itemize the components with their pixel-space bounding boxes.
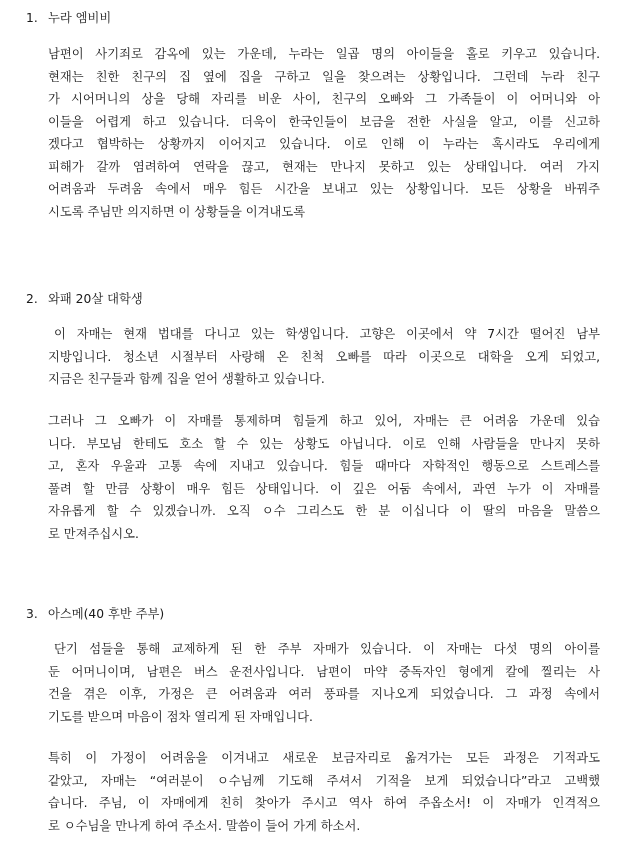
section-2-heading — [26, 290, 143, 308]
paragraph-line: 현재는 친한 친구의 집 옆에 집을 구하고 일을 찾으려는 상황입니다. 그런데 누라 친구 — [48, 69, 600, 84]
section-2-paragraph-1 — [48, 323, 600, 391]
paragraph-line: 기도를 받으며 마음이 점차 열리게 된 자매입니다. — [48, 709, 313, 724]
paragraph-line: 고, 혼자 우울과 고통 속에 지내고 있습니다. 힘들 때마다 자학적인 행동으로 스트레스를 — [48, 459, 600, 473]
paragraph-line: 어려움과 두려움 속에서 매우 힘든 시간을 보내고 있는 상황입니다. 모든 상황을 바꿔주 — [48, 182, 600, 196]
section-1-heading — [26, 9, 111, 27]
section-3-heading — [26, 605, 164, 623]
paragraph-line: 단기 섬들을 통해 교제하게 된 한 주부 자매가 있습니다. 이 자매는 다섯 명의 아이를 — [54, 642, 600, 656]
paragraph-line: 피해가 갈까 염려하여 연락을 끊고, 현재는 만나지 못하고 있는 상태입니다. 여러 가지 — [48, 159, 600, 174]
paragraph-line: 겠다고 협박하는 상황까지 이어지고 있습니다. 이로 인해 이 누라는 혹시라도 우리에게 — [48, 137, 600, 151]
paragraph-line: 로 만져주십시오. — [48, 526, 139, 541]
paragraph-line: 지금은 친구들과 함께 집을 얻어 생활하고 있습니다. — [48, 372, 325, 386]
paragraph-line: 습니다. 주님, 이 자매에게 친히 찾아가 주시고 역사 하여 주옵소서! 이 자매가 인격적으 — [48, 796, 600, 810]
section-number: 1. — [26, 11, 38, 25]
section-title: 아스메(40 후반 주부) — [48, 607, 165, 621]
paragraph-line: 특히 이 가정이 어려움을 이겨내고 새로운 보금자리로 옮겨가는 모든 과정은 기적과도 — [48, 751, 600, 765]
section-title: 누라 엠비비 — [48, 11, 112, 25]
section-3-paragraph-1 — [48, 638, 600, 728]
section-number: 2. — [26, 292, 38, 306]
paragraph-line: 같았고, 자매는 “여러분이 ㅇ수님께 기도해 주셔서 기적을 보게 되었습니다”라고 고백했 — [48, 773, 600, 788]
paragraph-line: 남편이 사기죄로 감옥에 있는 가운데, 누라는 일곱 명의 아이들을 홀로 키우고 있습니다. — [48, 47, 600, 61]
paragraph-line: 가 시어머니의 상을 당해 자리를 비운 사이, 친구의 오빠와 그 가족들이 이 어머니와 아 — [48, 92, 600, 106]
paragraph-line: 니다. 부모님 한테도 호소 할 수 있는 상황도 아닙니다. 이로 인해 사람들을 만나지 못하 — [48, 436, 600, 451]
section-title: 와패 20살 대학생 — [48, 292, 143, 306]
paragraph-line: 로 ㅇ수님을 만나게 하여 주소서. 말씀이 들어 가게 하소서. — [48, 818, 361, 833]
section-number: 3. — [26, 607, 38, 621]
paragraph-line: 그러나 그 오빠가 이 자매를 통제하며 힘들게 하고 있어, 자매는 큰 어려움 가운데 있습 — [48, 414, 600, 428]
paragraph-line: 자유롭게 할 수 있겠습니까. 오직 ㅇ수 그리스도 한 분 이십니다 이 딸의 마음을 말씀으 — [48, 504, 600, 518]
paragraph-line: 이들을 어렵게 하고 있습니다. 더욱이 한국인들이 보금을 전한 사실을 알고, 이를 신고하 — [48, 114, 600, 129]
paragraph-line: 건을 겪은 이후, 가정은 큰 어려움과 여러 풍파를 지나오게 되었습니다. 그 과정 속에서 — [48, 687, 600, 701]
paragraph-line: 지방입니다. 청소년 시절부터 사랑해 온 친척 오빠를 따라 이곳으로 대학을 오게 되었고, — [48, 349, 600, 364]
paragraph-line: 이 자매는 현재 법대를 다니고 있는 학생입니다. 고향은 이곳에서 약 7시간 떨어진 남부 — [54, 327, 600, 341]
section-1-paragraph-1 — [48, 43, 600, 223]
paragraph-line: 풀려 할 만큼 상황이 매우 힘든 상태입니다. 이 깊은 어둠 속에서, 과연 누가 이 자매를 — [48, 481, 600, 496]
paragraph-line: 시도록 주님만 의지하면 이 상황들을 이겨내도록 — [48, 204, 306, 219]
section-2-paragraph-2 — [48, 410, 600, 545]
paragraph-line: 둔 어머니이며, 남편은 버스 운전사입니다. 남편이 마약 중독자인 형에게 칼에 찔리는 사 — [48, 664, 600, 679]
section-3-paragraph-2 — [48, 747, 600, 837]
